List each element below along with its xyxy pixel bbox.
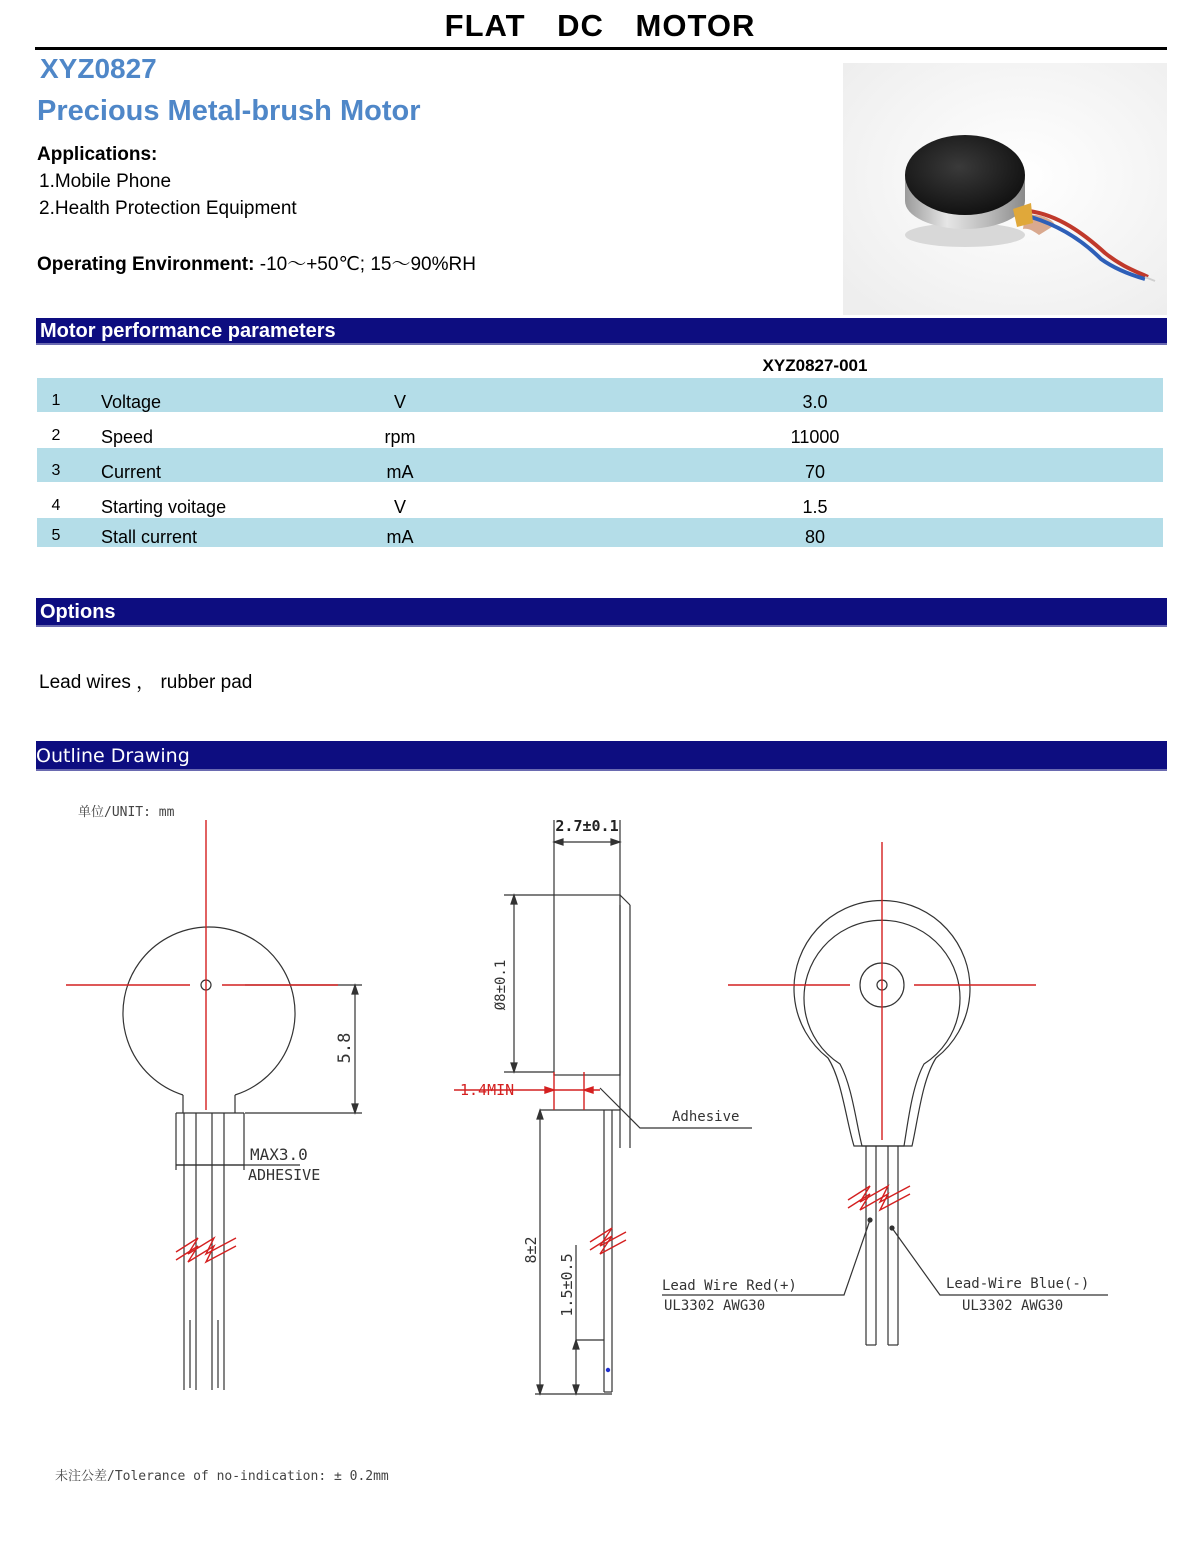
- parameter-unit: rpm: [384, 427, 416, 447]
- parameter-name: Voltage: [101, 392, 162, 412]
- row-number: 3: [51, 462, 61, 479]
- environment-value: -10～+50℃; 15～90%RH: [254, 254, 476, 275]
- row-number: 2: [51, 427, 61, 444]
- parameter-unit: V: [393, 497, 406, 517]
- lead-red-label: Lead Wire Red(+): [662, 1278, 797, 1294]
- lead-blue-spec: UL3302 AWG30: [962, 1298, 1064, 1314]
- parameter-value: 80: [804, 527, 826, 547]
- dim-height-label: 5.8: [335, 1032, 355, 1064]
- parameter-name: Stall current: [101, 527, 198, 547]
- operating-environment: [37, 249, 476, 276]
- tolerance-note: 未注公差/Tolerance of no-indication: ± 0.2mm: [55, 1469, 389, 1484]
- product-subtitle: Precious Metal-brush Motor: [37, 95, 421, 127]
- table-row: [37, 413, 1163, 447]
- table-row: [37, 448, 1163, 482]
- lead-red-spec: UL3302 AWG30: [664, 1298, 766, 1314]
- dim-diameter-label: Ø8±0.1: [493, 959, 509, 1011]
- parameter-value: 11000: [790, 427, 840, 447]
- outline-drawing: [0, 780, 1200, 1500]
- applications-heading: Applications:: [37, 144, 158, 165]
- options-text: Lead wires ， rubber pad: [39, 672, 253, 693]
- row-number: 4: [51, 497, 61, 514]
- outline-section-header: Outline Drawing: [36, 741, 1167, 771]
- parameter-name: Starting voitage: [101, 497, 227, 517]
- environment-label: Operating Environment:: [37, 254, 255, 275]
- parameter-name: Current: [101, 462, 162, 482]
- table-row: [37, 378, 1163, 412]
- dim-min-label: 1.4MIN: [460, 1081, 515, 1099]
- table-row: [37, 518, 1163, 547]
- performance-section-header: Motor performance parameters: [36, 318, 1167, 345]
- application-item: 1.Mobile Phone: [39, 171, 172, 192]
- parameter-unit: mA: [386, 462, 414, 482]
- dim-adhesive-label: ADHESIVE: [248, 1166, 321, 1184]
- adhesive-label: Adhesive: [672, 1109, 740, 1125]
- dim-adhesive-label: MAX3.0: [250, 1145, 308, 1164]
- model-number: XYZ0827: [40, 53, 157, 84]
- parameter-value: 70: [804, 462, 826, 482]
- table-row: [37, 483, 1163, 517]
- parameter-name: Speed: [101, 427, 154, 447]
- unit-note: 单位/UNIT: mm: [78, 805, 175, 820]
- model-column-header: XYZ0827-001: [762, 356, 868, 375]
- parameter-value: 1.5: [802, 497, 828, 517]
- parameter-value: 3.0: [802, 392, 828, 412]
- dim-lead-length-label: 8±2: [522, 1236, 540, 1264]
- lead-blue-label: Lead-Wire Blue(-): [946, 1276, 1090, 1292]
- parameter-unit: V: [393, 392, 406, 412]
- dim-strip-length-label: 1.5±0.5: [558, 1253, 576, 1317]
- row-number: 1: [51, 392, 61, 409]
- application-item: 2.Health Protection Equipment: [39, 198, 297, 219]
- title-underline: [35, 47, 1167, 50]
- row-number: 5: [51, 527, 61, 544]
- motor-photo: [843, 63, 1167, 315]
- document-title: FLAT DC MOTOR: [444, 8, 756, 43]
- dim-thickness-label: 2.7±0.1: [555, 817, 619, 835]
- parameter-unit: mA: [386, 527, 414, 547]
- options-section-header: Options: [36, 598, 1167, 627]
